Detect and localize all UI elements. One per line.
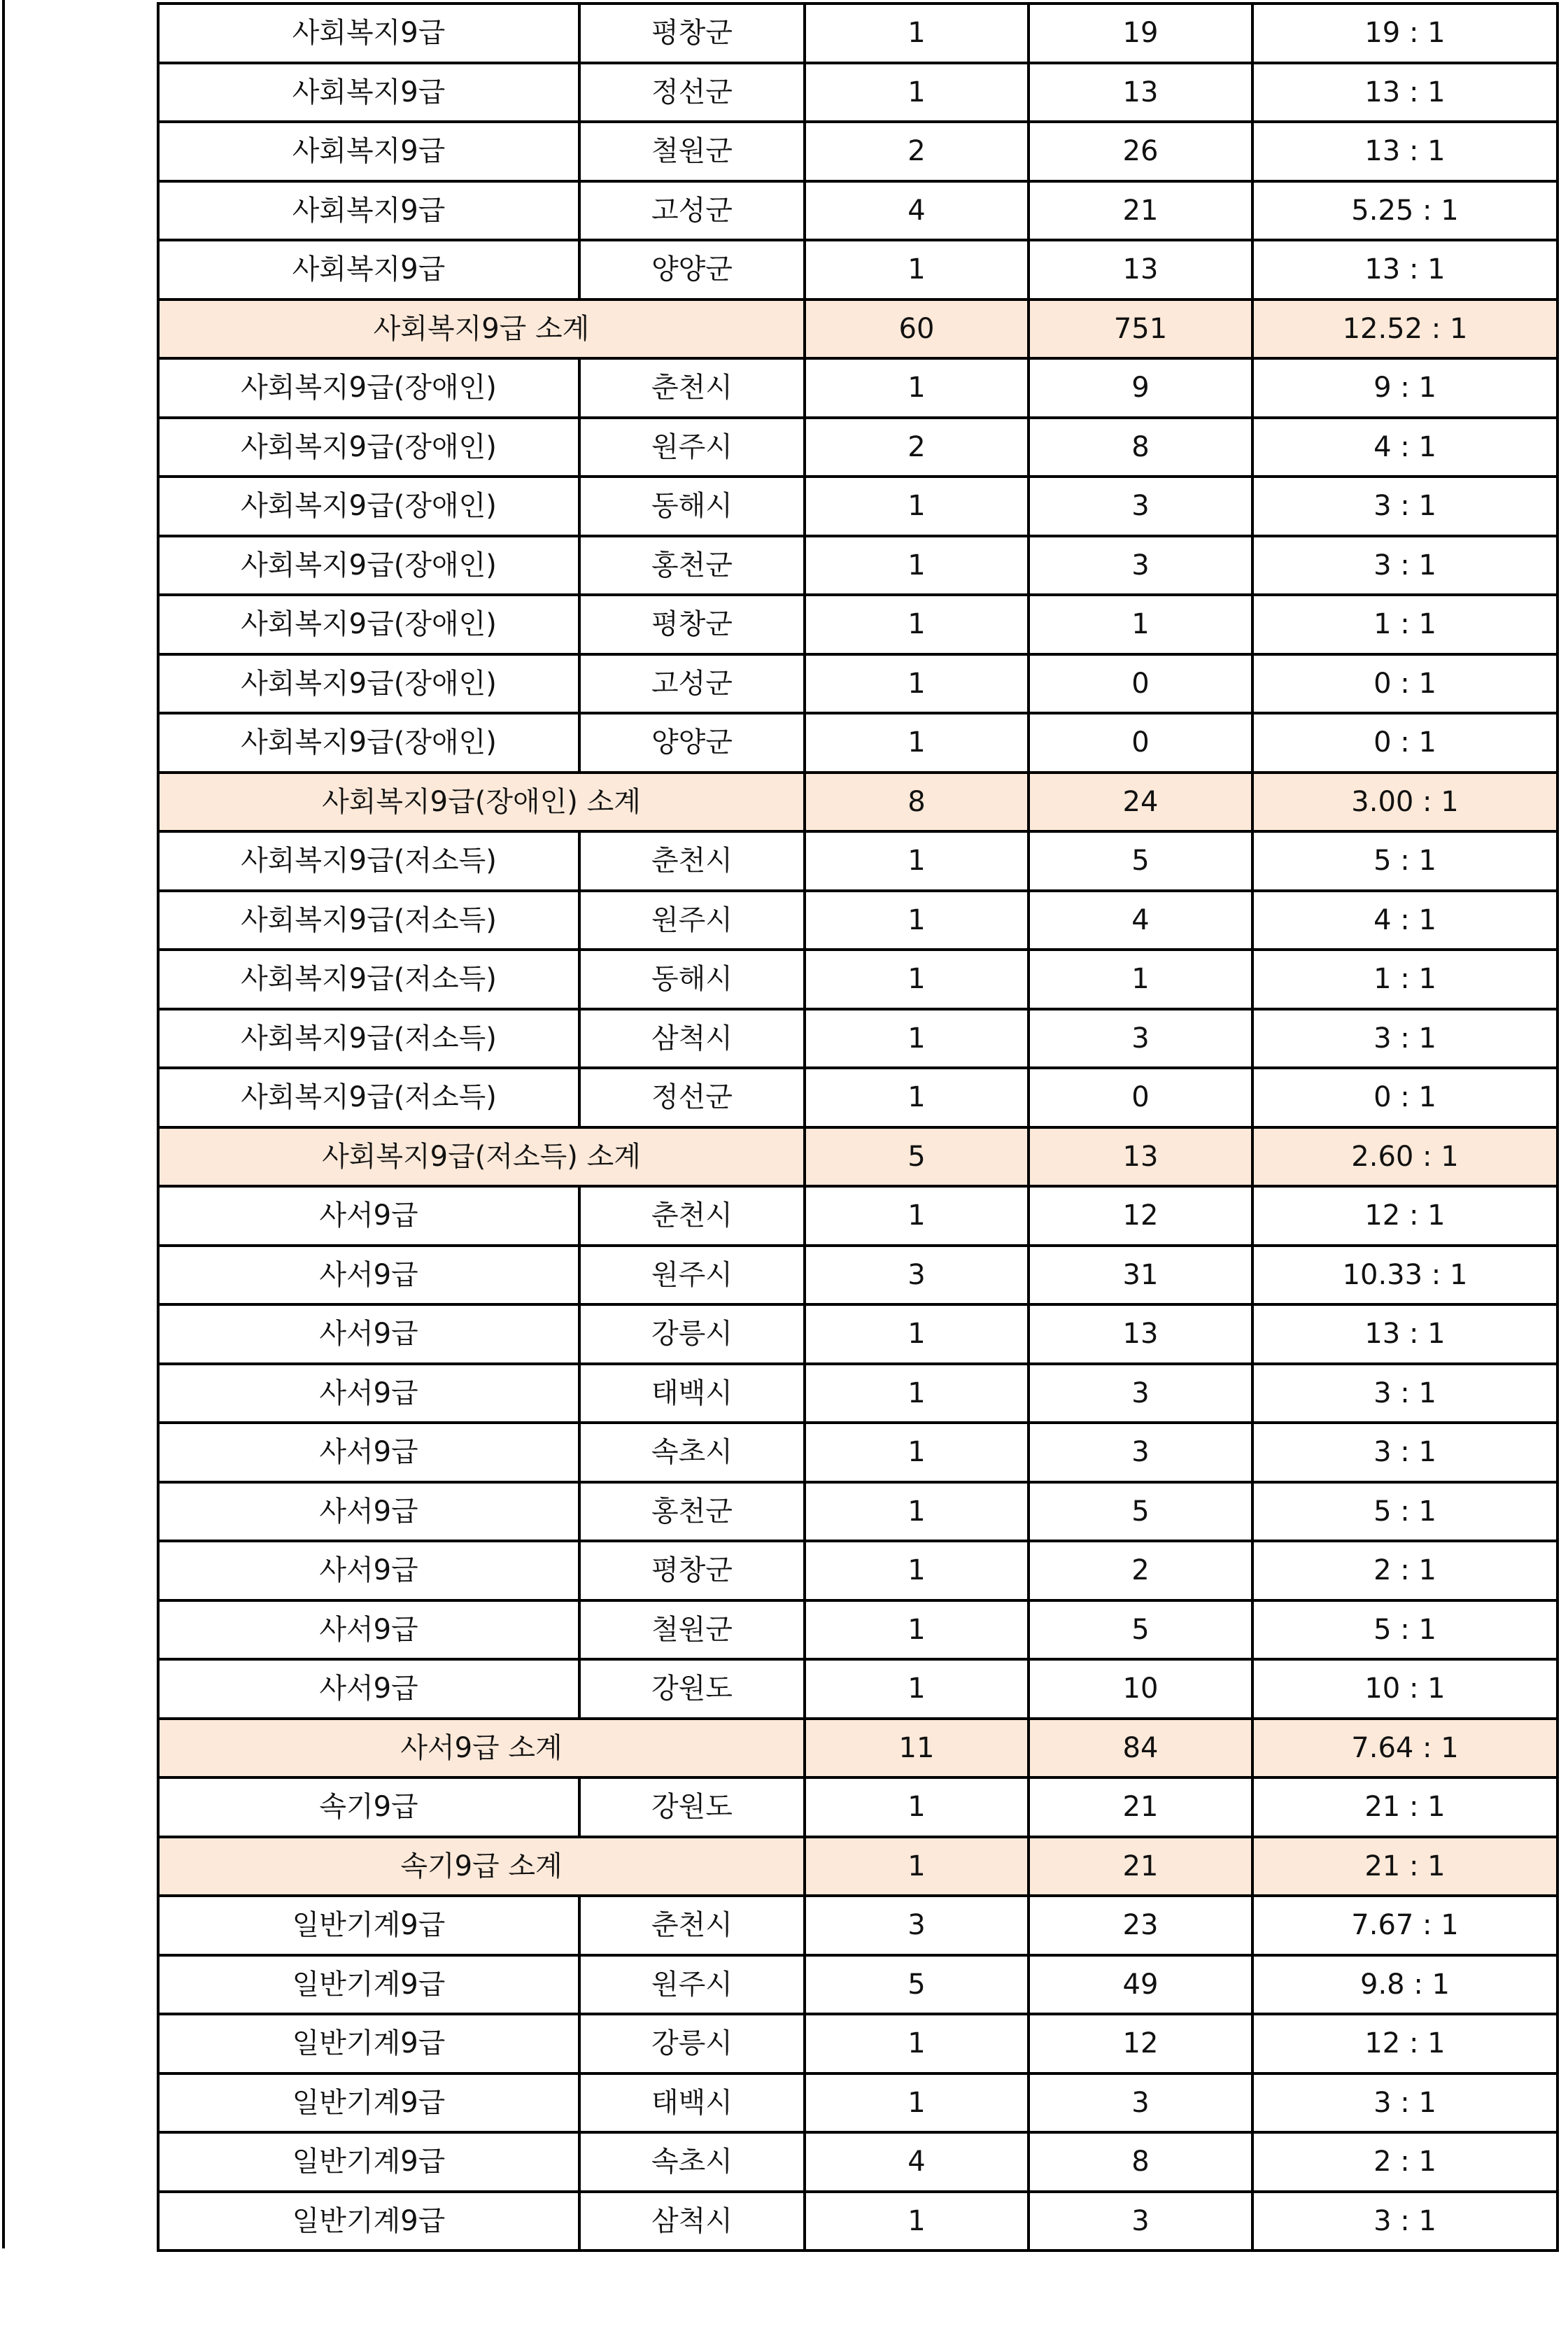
table-row	[158, 1896, 1558, 1955]
region-cell: 홍천군	[579, 1482, 805, 1542]
applicants-cell: 9	[1029, 358, 1252, 418]
quota-cell: 1	[805, 1659, 1029, 1719]
table-row	[158, 1955, 1558, 2015]
region-cell: 양양군	[579, 240, 805, 300]
post-cell: 일반기계9급	[158, 2132, 579, 2192]
post-cell: 사회복지9급(장애인)	[158, 713, 579, 773]
region-cell: 삼척시	[579, 1009, 805, 1069]
quota-cell: 1	[805, 891, 1029, 950]
post-cell: 사회복지9급(장애인)	[158, 358, 579, 418]
ratio-cell: 13 : 1	[1252, 1304, 1558, 1364]
ratio-cell: 3.00 : 1	[1252, 773, 1558, 832]
quota-cell: 1	[805, 713, 1029, 773]
applicants-cell: 4	[1029, 891, 1252, 950]
quota-cell: 2	[805, 122, 1029, 181]
region-cell: 정선군	[579, 1068, 805, 1127]
quota-cell: 1	[805, 1068, 1029, 1127]
post-cell: 사회복지9급(장애인)	[158, 536, 579, 596]
ratio-cell: 5 : 1	[1252, 831, 1558, 891]
region-cell: 평창군	[579, 1541, 805, 1600]
region-cell: 동해시	[579, 477, 805, 536]
quota-cell: 1	[805, 477, 1029, 536]
quota-cell: 1	[805, 63, 1029, 122]
region-cell: 정선군	[579, 63, 805, 122]
quota-cell: 3	[805, 1246, 1029, 1305]
subtotal-label-cell: 사회복지9급 소계	[158, 300, 805, 359]
table-row	[158, 713, 1558, 773]
ratio-cell: 4 : 1	[1252, 418, 1558, 477]
quota-cell: 1	[805, 2014, 1029, 2073]
region-cell: 춘천시	[579, 831, 805, 891]
ratio-cell: 9 : 1	[1252, 358, 1558, 418]
quota-cell: 1	[805, 358, 1029, 418]
table-row	[158, 891, 1558, 950]
quota-cell: 5	[805, 1127, 1029, 1187]
applicants-cell: 0	[1029, 1068, 1252, 1127]
quota-cell: 11	[805, 1719, 1029, 1778]
quota-cell: 1	[805, 654, 1029, 714]
post-cell: 사회복지9급(장애인)	[158, 477, 579, 536]
table-row	[158, 1777, 1558, 1837]
quota-cell: 3	[805, 1896, 1029, 1955]
applicants-cell: 1	[1029, 950, 1252, 1009]
region-cell: 춘천시	[579, 1896, 805, 1955]
quota-cell: 1	[805, 1009, 1029, 1069]
post-cell: 사서9급	[158, 1482, 579, 1542]
table-row	[158, 1541, 1558, 1600]
quota-cell: 1	[805, 1837, 1029, 1896]
quota-cell: 1	[805, 536, 1029, 596]
table-row	[158, 1423, 1558, 1482]
region-cell: 태백시	[579, 2073, 805, 2133]
quota-cell: 1	[805, 240, 1029, 300]
quota-cell: 2	[805, 418, 1029, 477]
ratio-cell: 1 : 1	[1252, 595, 1558, 654]
applicants-cell: 13	[1029, 1304, 1252, 1364]
applicants-cell: 13	[1029, 240, 1252, 300]
ratio-cell: 2 : 1	[1252, 1541, 1558, 1600]
ratio-cell: 10 : 1	[1252, 1659, 1558, 1719]
table-row	[158, 477, 1558, 536]
quota-cell: 1	[805, 1423, 1029, 1482]
applicants-cell: 5	[1029, 1482, 1252, 1542]
applicants-cell: 26	[1029, 122, 1252, 181]
applicants-cell: 13	[1029, 1127, 1252, 1187]
ratio-cell: 21 : 1	[1252, 1837, 1558, 1896]
applicants-cell: 3	[1029, 1009, 1252, 1069]
region-cell: 속초시	[579, 2132, 805, 2192]
applicants-cell: 8	[1029, 418, 1252, 477]
subtotal-label-cell: 속기9급 소계	[158, 1837, 805, 1896]
region-cell: 삼척시	[579, 2192, 805, 2251]
quota-cell: 4	[805, 2132, 1029, 2192]
table-row	[158, 1186, 1558, 1246]
subtotal-row	[158, 1719, 1558, 1778]
applicants-cell: 21	[1029, 181, 1252, 241]
applicants-cell: 3	[1029, 1364, 1252, 1423]
ratio-cell: 12 : 1	[1252, 2014, 1558, 2073]
quota-cell: 1	[805, 831, 1029, 891]
region-cell: 원주시	[579, 418, 805, 477]
applicants-cell: 3	[1029, 1423, 1252, 1482]
region-cell: 평창군	[579, 3, 805, 63]
applicants-cell: 3	[1029, 536, 1252, 596]
table-row	[158, 63, 1558, 122]
quota-cell: 1	[805, 1304, 1029, 1364]
post-cell: 사회복지9급(저소득)	[158, 1009, 579, 1069]
post-cell: 사서9급	[158, 1423, 579, 1482]
table-row	[158, 1068, 1558, 1127]
region-cell: 철원군	[579, 122, 805, 181]
table-row	[158, 1009, 1558, 1069]
post-cell: 사서9급	[158, 1246, 579, 1305]
quota-cell: 5	[805, 1955, 1029, 2015]
region-cell: 고성군	[579, 654, 805, 714]
post-cell: 일반기계9급	[158, 1955, 579, 2015]
ratio-cell: 3 : 1	[1252, 1009, 1558, 1069]
applicant-ratio-table	[157, 2, 1559, 2252]
ratio-cell: 12.52 : 1	[1252, 300, 1558, 359]
quota-cell: 1	[805, 2073, 1029, 2133]
quota-cell: 8	[805, 773, 1029, 832]
ratio-cell: 5.25 : 1	[1252, 181, 1558, 241]
subtotal-label-cell: 사서9급 소계	[158, 1719, 805, 1778]
table-row	[158, 831, 1558, 891]
applicants-cell: 19	[1029, 3, 1252, 63]
ratio-cell: 1 : 1	[1252, 950, 1558, 1009]
post-cell: 사회복지9급	[158, 240, 579, 300]
region-cell: 홍천군	[579, 536, 805, 596]
applicants-cell: 5	[1029, 831, 1252, 891]
ratio-cell: 2 : 1	[1252, 2132, 1558, 2192]
applicants-cell: 21	[1029, 1777, 1252, 1837]
region-cell: 강릉시	[579, 1304, 805, 1364]
applicants-cell: 12	[1029, 2014, 1252, 2073]
table-row	[158, 2192, 1558, 2251]
quota-cell: 60	[805, 300, 1029, 359]
applicants-cell: 12	[1029, 1186, 1252, 1246]
ratio-cell: 0 : 1	[1252, 713, 1558, 773]
post-cell: 사회복지9급(장애인)	[158, 418, 579, 477]
ratio-cell: 10.33 : 1	[1252, 1246, 1558, 1305]
subtotal-row	[158, 300, 1558, 359]
ratio-cell: 3 : 1	[1252, 1423, 1558, 1482]
quota-cell: 4	[805, 181, 1029, 241]
table-row	[158, 1364, 1558, 1423]
post-cell: 사회복지9급(장애인)	[158, 654, 579, 714]
table-row	[158, 418, 1558, 477]
region-cell: 원주시	[579, 1955, 805, 2015]
post-cell: 사서9급	[158, 1304, 579, 1364]
post-cell: 일반기계9급	[158, 1896, 579, 1955]
ratio-cell: 3 : 1	[1252, 477, 1558, 536]
ratio-cell: 19 : 1	[1252, 3, 1558, 63]
post-cell: 속기9급	[158, 1777, 579, 1837]
quota-cell: 1	[805, 2192, 1029, 2251]
post-cell: 사서9급	[158, 1186, 579, 1246]
table-row	[158, 654, 1558, 714]
applicants-cell: 0	[1029, 654, 1252, 714]
post-cell: 일반기계9급	[158, 2192, 579, 2251]
applicants-cell: 3	[1029, 2073, 1252, 2133]
applicants-cell: 3	[1029, 477, 1252, 536]
table-row	[158, 2014, 1558, 2073]
applicants-cell: 31	[1029, 1246, 1252, 1305]
applicants-cell: 3	[1029, 2192, 1252, 2251]
table-row	[158, 2073, 1558, 2133]
subtotal-label-cell: 사회복지9급(저소득) 소계	[158, 1127, 805, 1187]
quota-cell: 1	[805, 1482, 1029, 1542]
region-cell: 강릉시	[579, 2014, 805, 2073]
post-cell: 사회복지9급(장애인)	[158, 595, 579, 654]
ratio-cell: 5 : 1	[1252, 1600, 1558, 1660]
table-body	[158, 3, 1558, 2251]
applicants-cell: 2	[1029, 1541, 1252, 1600]
post-cell: 사회복지9급	[158, 181, 579, 241]
table-row	[158, 2132, 1558, 2192]
quota-cell: 1	[805, 3, 1029, 63]
region-cell: 평창군	[579, 595, 805, 654]
region-cell: 고성군	[579, 181, 805, 241]
table-row	[158, 181, 1558, 241]
table-row	[158, 595, 1558, 654]
ratio-cell: 3 : 1	[1252, 2073, 1558, 2133]
table-row	[158, 950, 1558, 1009]
quota-cell: 1	[805, 595, 1029, 654]
ratio-cell: 3 : 1	[1252, 536, 1558, 596]
ratio-cell: 3 : 1	[1252, 1364, 1558, 1423]
ratio-cell: 12 : 1	[1252, 1186, 1558, 1246]
applicants-cell: 84	[1029, 1719, 1252, 1778]
ratio-cell: 5 : 1	[1252, 1482, 1558, 1542]
applicants-cell: 21	[1029, 1837, 1252, 1896]
quota-cell: 1	[805, 1541, 1029, 1600]
post-cell: 사회복지9급(저소득)	[158, 950, 579, 1009]
quota-cell: 1	[805, 950, 1029, 1009]
table-row	[158, 1246, 1558, 1305]
table-row	[158, 358, 1558, 418]
table-row	[158, 1304, 1558, 1364]
post-cell: 사회복지9급(저소득)	[158, 891, 579, 950]
region-cell: 태백시	[579, 1364, 805, 1423]
quota-cell: 1	[805, 1364, 1029, 1423]
ratio-cell: 4 : 1	[1252, 891, 1558, 950]
region-cell: 춘천시	[579, 358, 805, 418]
table-row	[158, 536, 1558, 596]
ratio-cell: 13 : 1	[1252, 240, 1558, 300]
region-cell: 원주시	[579, 891, 805, 950]
post-cell: 사서9급	[158, 1600, 579, 1660]
region-cell: 원주시	[579, 1246, 805, 1305]
post-cell: 사회복지9급	[158, 122, 579, 181]
table-row	[158, 1482, 1558, 1542]
ratio-cell: 0 : 1	[1252, 1068, 1558, 1127]
applicants-cell: 24	[1029, 773, 1252, 832]
subtotal-row	[158, 1837, 1558, 1896]
quota-cell: 1	[805, 1777, 1029, 1837]
ratio-cell: 3 : 1	[1252, 2192, 1558, 2251]
ratio-cell: 2.60 : 1	[1252, 1127, 1558, 1187]
ratio-cell: 13 : 1	[1252, 63, 1558, 122]
post-cell: 일반기계9급	[158, 2073, 579, 2133]
quota-cell: 1	[805, 1600, 1029, 1660]
table-row	[158, 1600, 1558, 1660]
post-cell: 사서9급	[158, 1541, 579, 1600]
quota-cell: 1	[805, 1186, 1029, 1246]
applicants-cell: 13	[1029, 63, 1252, 122]
post-cell: 사회복지9급(저소득)	[158, 1068, 579, 1127]
region-cell: 춘천시	[579, 1186, 805, 1246]
post-cell: 사회복지9급	[158, 3, 579, 63]
post-cell: 사회복지9급(저소득)	[158, 831, 579, 891]
table-row	[158, 240, 1558, 300]
subtotal-row	[158, 773, 1558, 832]
ratio-cell: 7.64 : 1	[1252, 1719, 1558, 1778]
subtotal-row	[158, 1127, 1558, 1187]
region-cell: 속초시	[579, 1423, 805, 1482]
applicants-cell: 5	[1029, 1600, 1252, 1660]
ratio-cell: 7.67 : 1	[1252, 1896, 1558, 1955]
region-cell: 강원도	[579, 1659, 805, 1719]
region-cell: 강원도	[579, 1777, 805, 1837]
applicants-cell: 8	[1029, 2132, 1252, 2192]
applicants-cell: 1	[1029, 595, 1252, 654]
ratio-cell: 21 : 1	[1252, 1777, 1558, 1837]
region-cell: 철원군	[579, 1600, 805, 1660]
applicants-cell: 23	[1029, 1896, 1252, 1955]
post-cell: 사회복지9급	[158, 63, 579, 122]
table-row	[158, 3, 1558, 63]
ratio-cell: 13 : 1	[1252, 122, 1558, 181]
post-cell: 일반기계9급	[158, 2014, 579, 2073]
applicants-cell: 10	[1029, 1659, 1252, 1719]
applicants-cell: 0	[1029, 713, 1252, 773]
table-row	[158, 1659, 1558, 1719]
region-cell: 양양군	[579, 713, 805, 773]
post-cell: 사서9급	[158, 1659, 579, 1719]
subtotal-label-cell: 사회복지9급(장애인) 소계	[158, 773, 805, 832]
ratio-cell: 9.8 : 1	[1252, 1955, 1558, 2015]
region-cell: 동해시	[579, 950, 805, 1009]
applicants-cell: 751	[1029, 300, 1252, 359]
table-row	[158, 122, 1558, 181]
post-cell: 사서9급	[158, 1364, 579, 1423]
left-margin-rule	[2, 0, 5, 2248]
applicants-cell: 49	[1029, 1955, 1252, 2015]
ratio-cell: 0 : 1	[1252, 654, 1558, 714]
